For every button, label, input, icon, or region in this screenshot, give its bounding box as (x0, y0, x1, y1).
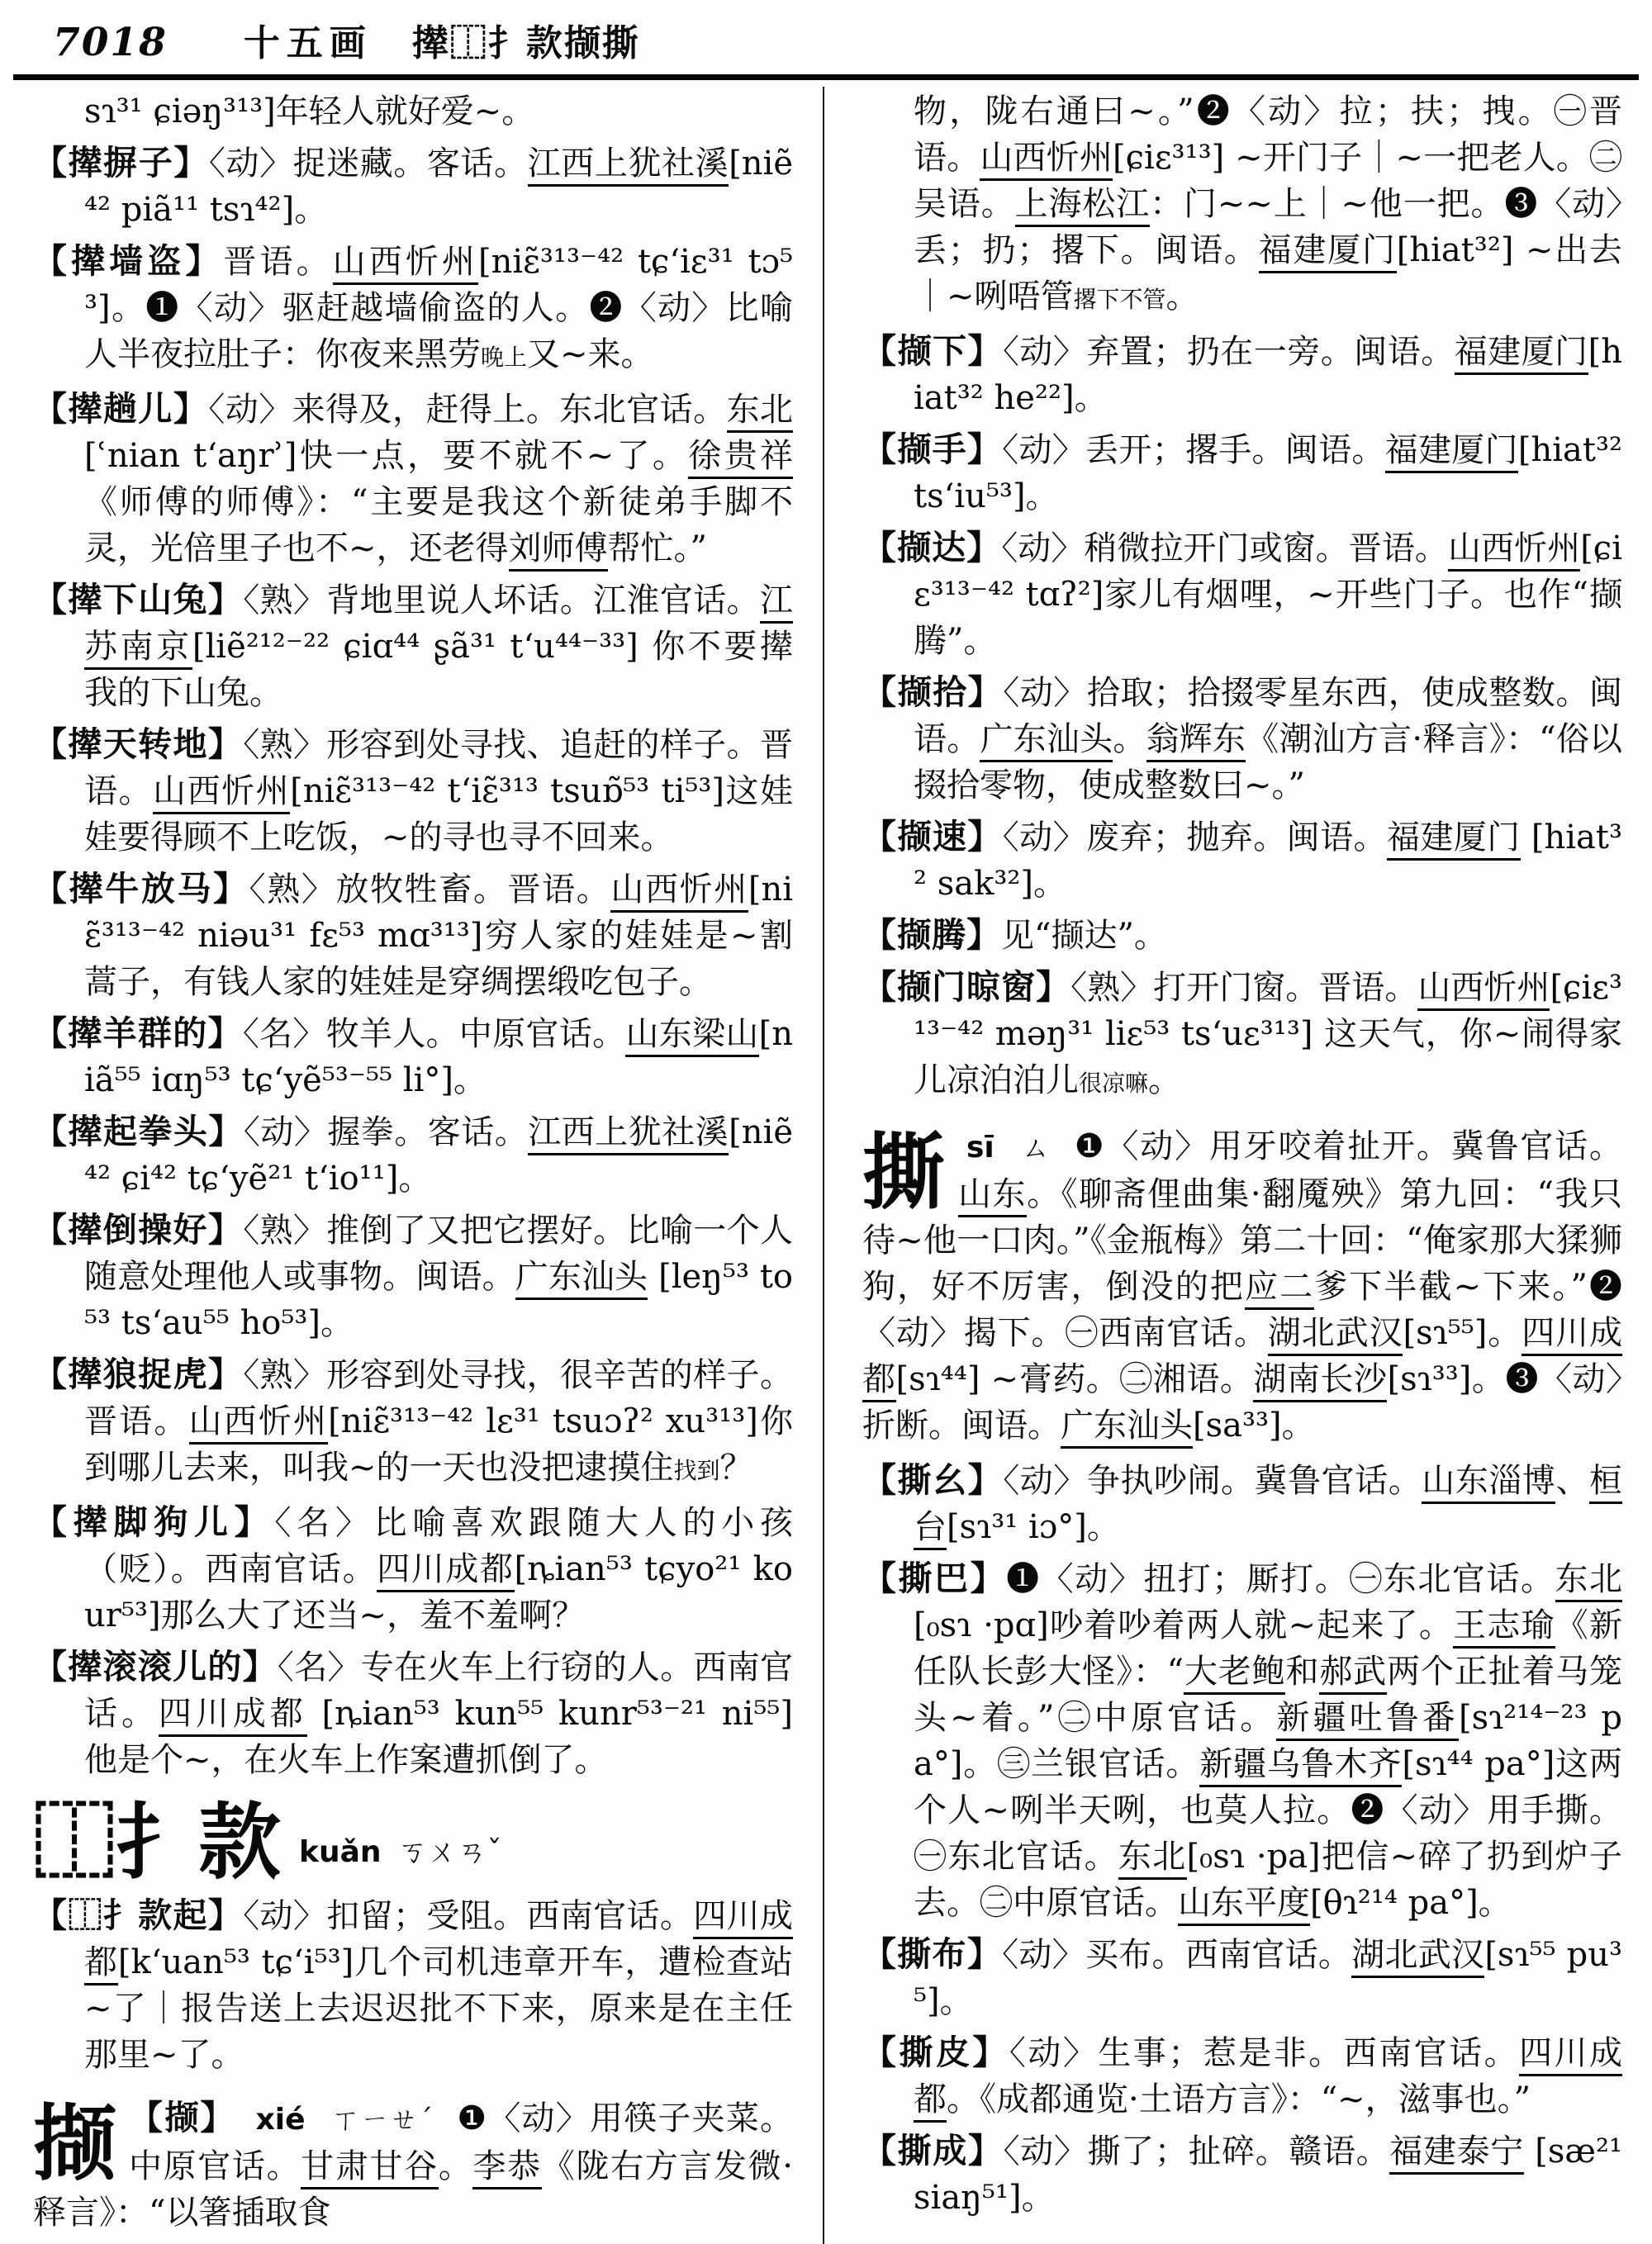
dict-entry (862, 426, 1622, 519)
char-pinyin: xié (255, 2103, 306, 2137)
entry-body: 〈动〉废弃；抛弃。闽语。福建厦门 [hiat³² sak³²]。 (914, 818, 1623, 903)
char-zhuyin: ㄙ (1021, 1131, 1051, 1165)
entry-headword: 【撷】 (129, 2098, 236, 2137)
char-section-kuan (33, 1793, 793, 1891)
entry-body: sɿ³¹ ɕiəŋ³¹³]年轻人就好爱~。 (84, 93, 535, 130)
dict-entry (33, 866, 793, 1005)
entry-body: 〈熟〉放牧牲畜。晋语。山西忻州[niɛ̃³¹³⁻⁴² niəu³¹ fɛ⁵³ mɑ³¹³]穷人家的娃娃是~割蒿子，有钱人家的娃娃是穿绸摆缎吃包子。 (84, 871, 794, 1001)
entry-headword: 【撵天转地】 (33, 724, 244, 764)
char-pinyin: kuǎn (299, 1835, 382, 1869)
entry-body: 〈动〉争执吵闹。冀鲁官话。山东淄博、桓台[sɿ³¹ iɔ°]。 (914, 1462, 1622, 1550)
entry-body: 〈熟〉打开门窗。晋语。山西忻州[ɕiɛ³¹³⁻⁴² məŋ³¹ liɛ⁵³ ts‘uɛ³¹³] 这天气，你~闹得家儿凉泊泊儿很凉嘛。 (914, 969, 1623, 1099)
stroke-section-label: 十五画 (243, 22, 373, 64)
entry-body: 〈动〉生事；惹是非。西南官话。四川成都。《成都通览·土语方言》：“~，滋事也。” (914, 2034, 1622, 2123)
dict-entry (862, 1931, 1622, 2024)
entry-headword: 【撷门晾窗】 (862, 967, 1071, 1007)
dict-entry (33, 1499, 793, 1639)
entry-continuation (33, 88, 793, 135)
entry-body: 〈名〉牧羊人。中原官话。山东梁山[niã⁵⁵ iɑŋ⁵³ tɕ‘yẽ⁵³⁻⁵⁵ li°]。 (84, 1015, 794, 1099)
dict-entry (33, 140, 793, 233)
entry-body: ❶〈动〉扭打；厮打。㊀东北官话。东北 [₀sɿ ·pɑ]吵着吵着两人就~起来了。王志瑜《新任队长彭大怪》：“大老鲍和郝武两个正扯着马笼头~着。”㊁中原官话。新疆吐鲁番[sɿ²¹⁴⁻²³ pa°]。㊂兰银官话。新疆乌鲁木齐[sɿ⁴⁴ pa°]这两个人~咧半天咧，也莫人拉。❷〈动〉用手撕。㊀东北官话。东北[₀sɿ ·pa]把信~碎了扔到炉子去。㊁中原官话。山东平度[θɿ²¹⁴ pa°]。 (914, 1560, 1622, 1926)
char-zhuyin: ㄎㄨㄢˇ (397, 1835, 502, 1869)
big-character: ⿰扌款 (33, 1793, 281, 1891)
page-header (0, 0, 1652, 69)
entry-headword: 【撵趟儿】 (33, 389, 209, 429)
dict-entry (862, 912, 1622, 959)
big-character: 撕 (862, 1123, 945, 1221)
dict-entry (862, 2029, 1622, 2123)
entry-headword: 【撷手】 (862, 429, 1003, 469)
section-characters: 撵⿰扌款撷撕 (411, 22, 640, 64)
entry-headword: 【撵牛放马】 (33, 869, 249, 909)
char-section-si (862, 1123, 1622, 1449)
entry-body: 晋语。山西忻州[niɛ̃³¹³⁻⁴² tɕ‘iɛ³¹ tɔ⁵³]。❶〈动〉驱赶越墙偷盗的人。❷〈动〉比喻人半夜拉肚子：你夜来黑劳晚上又~来。 (84, 243, 794, 373)
entry-headword: 【撕布】 (862, 1934, 1003, 1974)
entry-headword: 【撕幺】 (862, 1460, 1004, 1500)
entry-headword: 【撵摒子】 (33, 143, 209, 183)
entry-headword: 【撵狼捉虎】 (33, 1354, 244, 1394)
entry-body: 〈名〉比喻喜欢跟随大人的小孩（贬）。西南官话。四川成都[ȵian⁵³ tɕyo²¹ kour⁵³]那么大了还当~，羞不羞啊？ (84, 1504, 794, 1634)
entry-headword: 【撷腾】 (862, 915, 1001, 955)
entry-headword: 【撵羊群的】 (33, 1013, 243, 1053)
page-body (0, 83, 1652, 2244)
entry-body: 〈动〉拾取；拾掇零星东西，使成整数。闽语。广东汕头。翁辉东《潮汕方言·释言》：“俗以掇拾零物，使成整数曰~。” (914, 674, 1623, 804)
entry-body: 〈动〉扣留；受阻。西南官话。四川成都[k‘uan⁵³ tɕ‘i⁵³]几个司机违章开车，遭检查站~了｜报告送上去迟迟批不下来，原来是在主任那里~了。 (84, 1897, 794, 2074)
dict-entry (33, 238, 793, 381)
dict-entry (33, 1108, 793, 1202)
header-rule (13, 74, 1639, 80)
entry-body: 见“撷达”。 (1001, 917, 1167, 955)
dict-entry (862, 2128, 1622, 2221)
entry-headword: 【撵滚滚儿的】 (33, 1647, 278, 1687)
entry-body: 〈动〉稍微拉开门或窗。晋语。山西忻州[ɕiɛ³¹³⁻⁴² tɑʔ²]家儿有烟哩，~开些门子。也作“撷腾”。 (914, 529, 1623, 660)
entry-headword: 【撵脚狗儿】 (33, 1502, 275, 1542)
entry-headword: 【撵下山兔】 (33, 580, 244, 619)
dict-entry (33, 1644, 793, 1783)
page-number: 7018 (53, 20, 168, 65)
entry-headword: 【撷下】 (862, 331, 1003, 371)
big-character: 撷 (33, 2095, 116, 2192)
entry-body: 〈熟〉形容到处寻找、追赶的样子。晋语。山西忻州[niɛ̃³¹³⁻⁴² t‘iɛ̃³¹³ tsuɒ̃⁵³ ti⁵³]这娃娃要得顾不上吃饭，~的寻也寻不回来。 (84, 726, 794, 856)
entry-headword: 【撵倒操好】 (33, 1210, 244, 1250)
entry-body: 〈动〉捉迷藏。客话。江西上犹社溪[niẽ⁴² piã¹¹ tsɿ⁴²]。 (84, 145, 794, 229)
entry-body: 〈动〉撕了；扯碎。赣语。福建泰宁 [sæ²¹ siaŋ⁵¹]。 (914, 2133, 1623, 2217)
dict-entry (33, 1207, 793, 1346)
entry-body: 〈动〉握拳。客话。江西上犹社溪[niẽ⁴² ɕi⁴² tɕ‘yẽ²¹ t‘io¹¹]。 (84, 1113, 794, 1198)
dict-entry (862, 328, 1622, 421)
entry-headword: 【撷速】 (862, 817, 1003, 856)
entry-headword: 【撕巴】 (862, 1558, 1007, 1598)
entry-body: 〈动〉买布。西南官话。湖北武汉[sɿ⁵⁵ pu³⁵]。 (914, 1936, 1623, 2020)
dict-entry (33, 721, 793, 861)
dict-entry (33, 1010, 793, 1103)
dict-entry (862, 964, 1622, 1107)
dict-entry (33, 1892, 793, 2078)
char-pinyin: sī (966, 1131, 995, 1165)
dict-entry (862, 524, 1622, 664)
entry-body: 〈熟〉形容到处寻找，很辛苦的样子。晋语。山西忻州[niɛ̃³¹³⁻⁴² lɛ³¹ tsuɔʔ² xu³¹³]你到哪儿去来，叫我~的一天也没把逮摸住找到？ (84, 1356, 794, 1487)
entry-body: ❶〈动〉用筷子夹菜。中原官话。甘肃甘谷。李恭《陇右方言发微·释言》：“以箸插取食 (33, 2099, 794, 2232)
entry-body: 〈名〉专在火车上行窃的人。西南官话。四川成都 [ȵian⁵³ kun⁵⁵ kunr⁵³⁻²¹ ni⁵⁵] 他是个~，在火车上作案遭抓倒了。 (84, 1649, 794, 1779)
entry-headword: 【撷达】 (862, 528, 1002, 567)
column-divider (823, 87, 824, 2244)
entry-body: 〈熟〉背地里说人坏话。江淮官话。江苏南京[liẽ²¹²⁻²² ɕiɑ⁴⁴ ʂã³¹ t‘u⁴⁴⁻³³] 你不要撵我的下山兔。 (84, 581, 794, 712)
entry-headword: 【撷拾】 (862, 672, 1004, 712)
entry-body: 〈动〉弃置；扔在一旁。闽语。福建厦门[hiat³² he²²]。 (914, 333, 1623, 417)
entry-headword: 【⿰扌款起】 (33, 1895, 244, 1935)
entry-body: 物，陇右通曰~。”❷〈动〉拉；扶；拽。㊀晋语。山西忻州[ɕiɛ³¹³] ~开门子｜~一把老人。㊁吴语。上海松江：门~~上｜~他一把。❸〈动〉丢；扔；撂下。闽语。福建厦门[hiat³²] ~出去｜~咧唔管撂下不管。 (914, 93, 1623, 315)
char-zhuyin: ㄒㄧㄝˊ (331, 2104, 434, 2137)
dict-entry (33, 576, 793, 716)
dict-entry (862, 814, 1622, 907)
entry-continuation (862, 88, 1622, 323)
dict-entry (33, 386, 793, 572)
entry-headword: 【撵起拳头】 (33, 1112, 244, 1151)
entry-body: 〈动〉来得及，赶得上。东北官话。东北[ʿnian t‘aŋrʾ]快一点，要不就不~了。徐贵祥《师傅的师傅》：“主要是我这个新徒弟手脚不灵，光倍里子也不~，还老得刘师傅帮忙。” (84, 391, 793, 572)
entry-body: ❶〈动〉用牙咬着扯开。冀鲁官话。山东。《聊斋俚曲集·翻魇殃》第九回：“我只待~他一口肉。”《金瓶梅》第二十回：“俺家那大猱狮狗，好不厉害，倒没的把应二爹下半截~下来。”❷〈动〉揭下。㊀西南官话。湖北武汉[sɿ⁵⁵]。四川成都[sɿ⁴⁴] ~膏药。㊁湘语。湖南长沙[sɿ³³]。❸〈动〉折断。闽语。广东汕头[sa³³]。 (862, 1127, 1622, 1449)
entry-headword: 【撕成】 (862, 2131, 1004, 2170)
entry-headword: 【撕皮】 (862, 2033, 1009, 2072)
entry-body: 〈动〉丢开；撂手。闽语。福建厦门[hiat³² ts‘iu⁵³]。 (914, 431, 1623, 515)
dict-entry (862, 669, 1622, 809)
dict-entry (862, 1457, 1622, 1550)
dict-entry (862, 1555, 1622, 1926)
right-column (862, 83, 1622, 2226)
char-section-xie (33, 2095, 793, 2236)
entry-headword: 【撵墙盗】 (33, 241, 224, 281)
left-column (33, 83, 793, 2244)
dict-entry (33, 1351, 793, 1494)
entry-body: 〈熟〉推倒了又把它摆好。比喻一个人随意处理他人或事物。闽语。广东汕头 [leŋ⁵³ to⁵³ ts‘au⁵⁵ ho⁵³]。 (84, 1212, 794, 1342)
